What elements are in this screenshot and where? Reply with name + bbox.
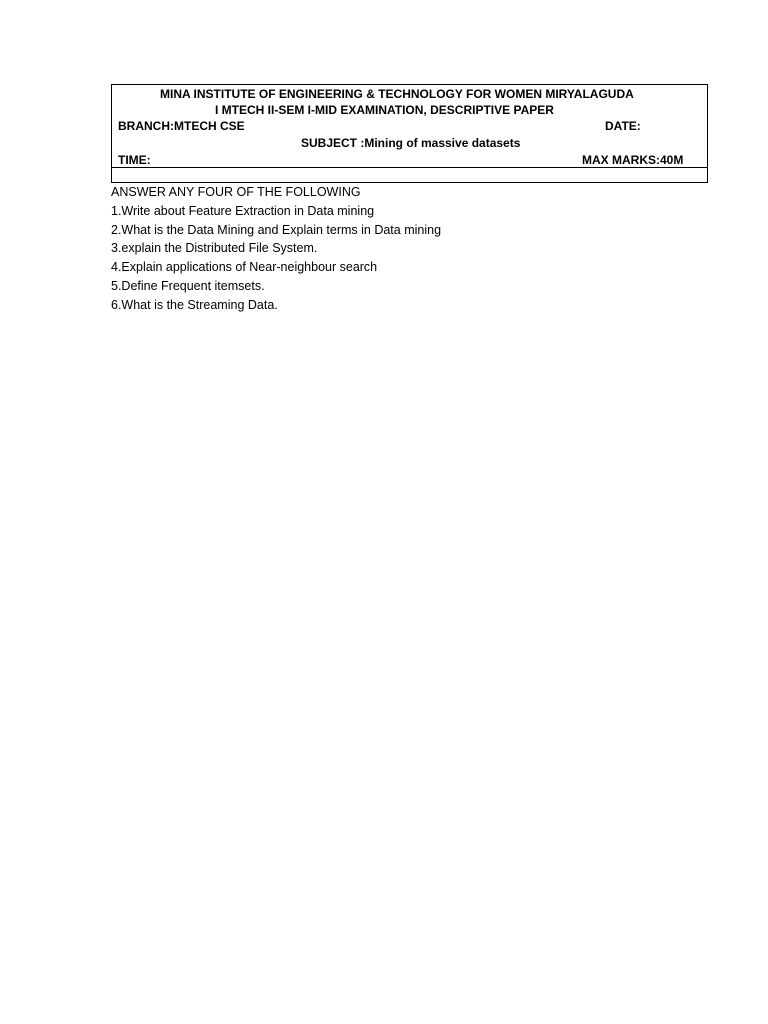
subject-label: SUBJECT :Mining of massive datasets [301, 136, 521, 150]
exam-header-box [111, 84, 708, 183]
max-marks-label: MAX MARKS:40M [582, 153, 684, 167]
exam-title: I MTECH II-SEM I-MID EXAMINATION, DESCRIPTIVE PAPER [215, 103, 554, 117]
header-divider [112, 167, 707, 168]
institute-name: MINA INSTITUTE OF ENGINEERING & TECHNOLOGY FOR WOMEN MIRYALAGUDA [160, 87, 634, 101]
time-label: TIME: [118, 153, 151, 167]
question-item: 1.Write about Feature Extraction in Data mining [111, 203, 375, 218]
date-label: DATE: [605, 119, 641, 133]
question-item: 2.What is the Data Mining and Explain terms in Data mining [111, 222, 442, 237]
question-item: 5.Define Frequent itemsets. [111, 278, 265, 293]
question-item: 6.What is the Streaming Data. [111, 297, 278, 312]
instructions: ANSWER ANY FOUR OF THE FOLLOWING [111, 185, 361, 199]
question-list [111, 183, 441, 315]
question-item: 4.Explain applications of Near-neighbour search [111, 260, 378, 275]
branch-label: BRANCH:MTECH CSE [118, 119, 245, 133]
question-item: 3.explain the Distributed File System. [111, 241, 318, 256]
